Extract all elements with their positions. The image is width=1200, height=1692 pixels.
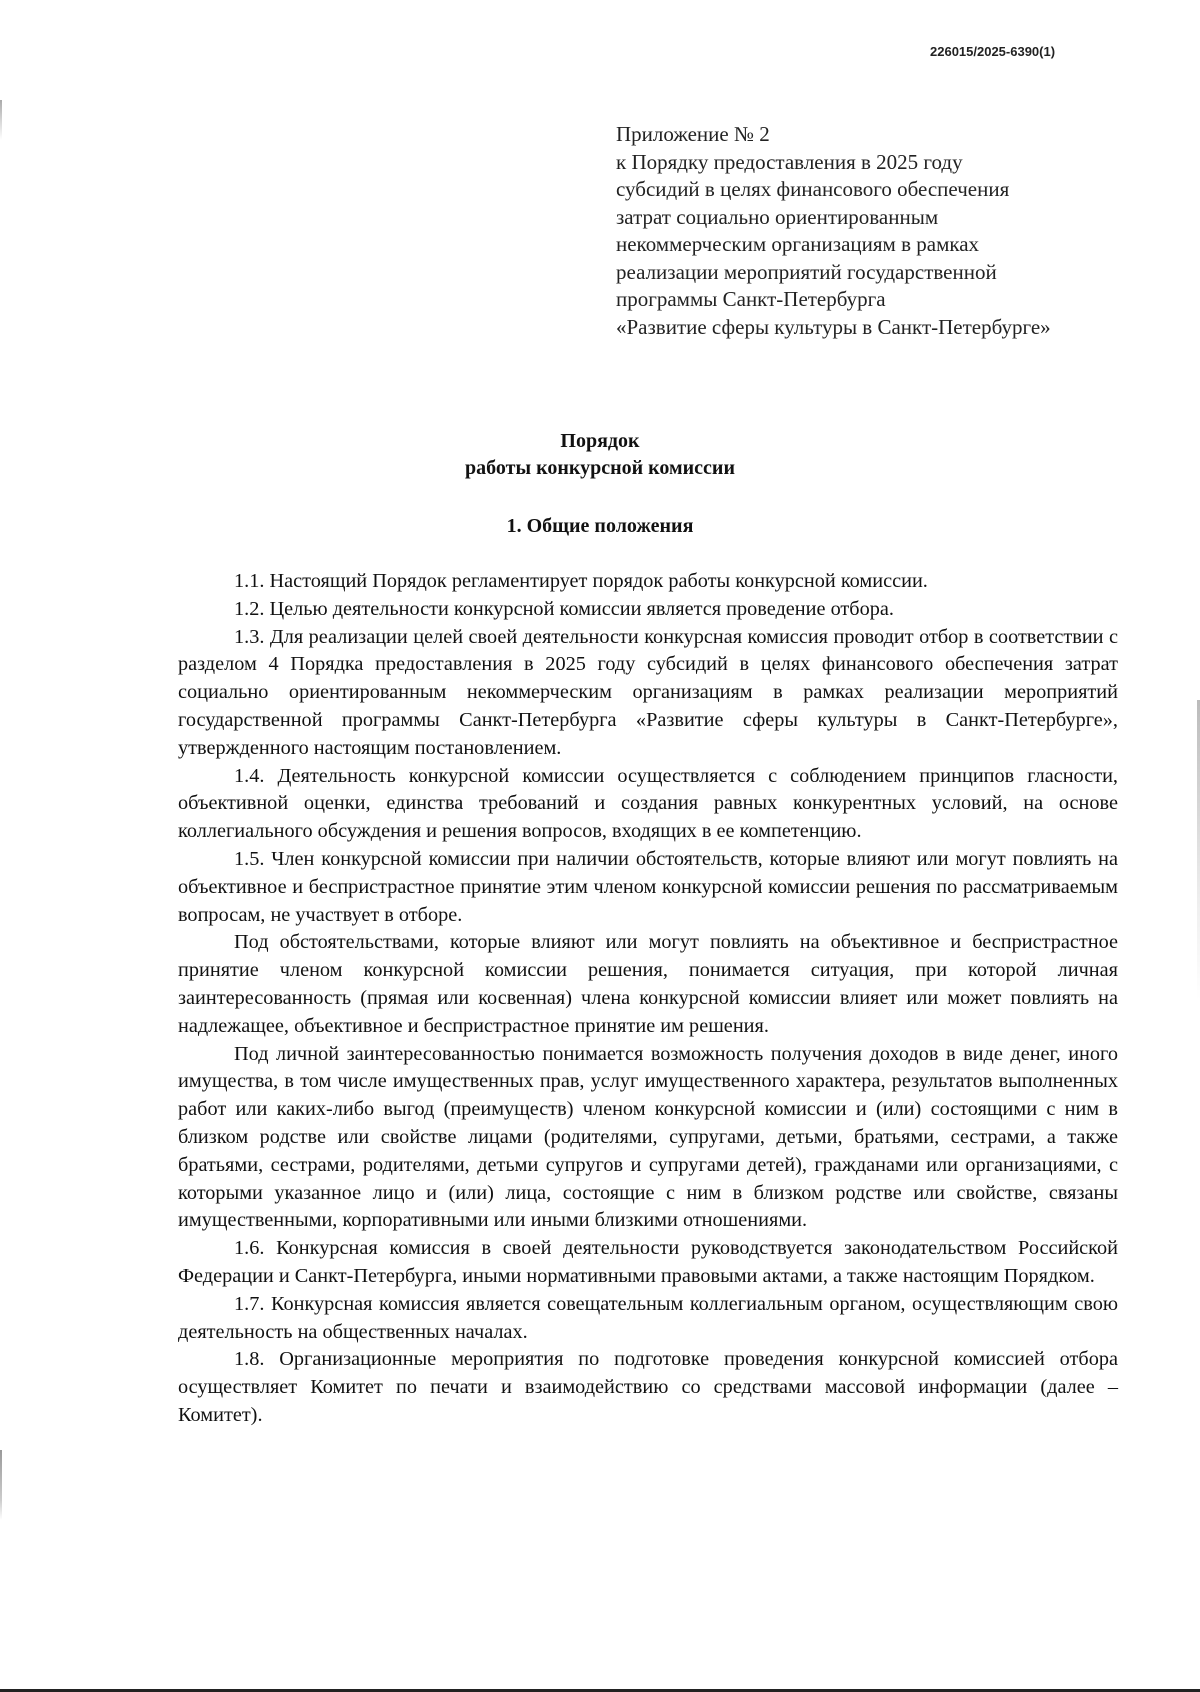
appendix-line: «Развитие сферы культуры в Санкт-Петербурге» xyxy=(616,314,1051,339)
paragraph-1-8: 1.8. Организационные мероприятия по подготовке проведения конкурсной комиссией отбора осуществляет Комитет по печати и взаимодействию со средствами массовой информации (далее – Комитет). xyxy=(178,1348,1118,1426)
appendix-line: субсидий в целях финансового обеспечения xyxy=(616,177,1010,201)
paragraph-1-2: 1.2. Целью деятельности конкурсной комиссии является проведение отбора. xyxy=(234,597,894,620)
document-registration-number: 226015/2025-6390(1) xyxy=(930,44,1056,59)
paragraph-1-1: 1.1. Настоящий Порядок регламентирует порядок работы конкурсной комиссии. xyxy=(234,570,928,592)
appendix-line: Приложение № 2 xyxy=(616,122,770,146)
paragraph-1-3: 1.3. Для реализации целей своей деятельности конкурсная комиссия проводит отбор в соответствии с разделом 4 Порядка предоставления в 2025 году субсидий в целях финансового обеспечения затрат социально ориентированным некоммерческим организациям в рамках реализации мероприятий государственной программы Санкт-Петербурга «Развитие сферы культуры в Санкт-Петербурге», утвержденного настоящим постановлением. xyxy=(178,625,1118,759)
paragraph-circumstances: Под обстоятельствами, которые влияют или могут повлиять на объективное и беспристрастное принятие членом конкурсной комиссии решения, понимается ситуация, при которой личная заинтересованность (прямая или косвенная) члена конкурсной комиссии влияет или может повлиять на надлежащее, объективное и беспристрастное принятие им решения. xyxy=(178,931,1118,1037)
appendix-line: некоммерческим организациям в рамках xyxy=(616,232,980,256)
appendix-line: затрат социально ориентированным xyxy=(616,204,939,229)
document-title xyxy=(0,428,1200,482)
paragraph-1-5: 1.5. Член конкурсной комиссии при наличии обстоятельств, которые влияют или могут повлиять на объективное и беспристрастное принятие этим членом конкурсной комиссии решения по рассматриваемым вопросам, не участвует в отборе. xyxy=(178,847,1118,926)
title-line-1: Порядок xyxy=(560,430,640,452)
appendix-line: реализации мероприятий государственной xyxy=(616,259,997,284)
appendix-block xyxy=(616,121,1051,341)
title-line-2: работы конкурсной комиссии xyxy=(465,457,735,479)
section-body xyxy=(178,568,1118,1430)
appendix-line: программы Санкт-Петербурга xyxy=(616,287,886,311)
section-heading: 1. Общие положения xyxy=(506,515,694,537)
scan-edge-left xyxy=(0,0,2,1692)
appendix-line: к Порядку предоставления в 2025 году xyxy=(616,149,963,174)
paragraph-1-7: 1.7. Конкурсная комиссия является совещательным коллегиальным органом, осуществляющим свою деятельность на общественных началах. xyxy=(178,1292,1118,1343)
paragraph-1-6: 1.6. Конкурсная комиссия в своей деятельности руководствуется законодательством Российской Федерации и Санкт-Петербурга, иными нормативными правовыми актами, а также настоящим Порядком. xyxy=(178,1237,1118,1287)
paragraph-personal-interest: Под личной заинтересованностью понимается возможность получения доходов в виде денег, иного имущества, в том числе имущественных прав, услуг имущественного характера, результатов выполненных работ или каких-либо выгод (преимуществ) членом конкурсной комиссии и (или) состоящими с ним в близком родстве или свойстве лицами (родителями, супругами, детьми, братьями, сестрами, а также братьями, сестрами, родителями, детьми супругов и супругами детей), гражданами или организациями, с которыми указанное лицо и (или) лица, состоящие с ним в близком родстве или свойстве, связаны имущественными, корпоративными или иными близкими отношениями. xyxy=(178,1042,1118,1232)
paragraph-1-4: 1.4. Деятельность конкурсной комиссии осуществляется с соблюдением принципов гласности, объективной оценки, единства требований и создания равных конкурентных условий, на основе коллегиального обсуждения и решения вопросов, входящих в ее компетенцию. xyxy=(178,764,1118,843)
